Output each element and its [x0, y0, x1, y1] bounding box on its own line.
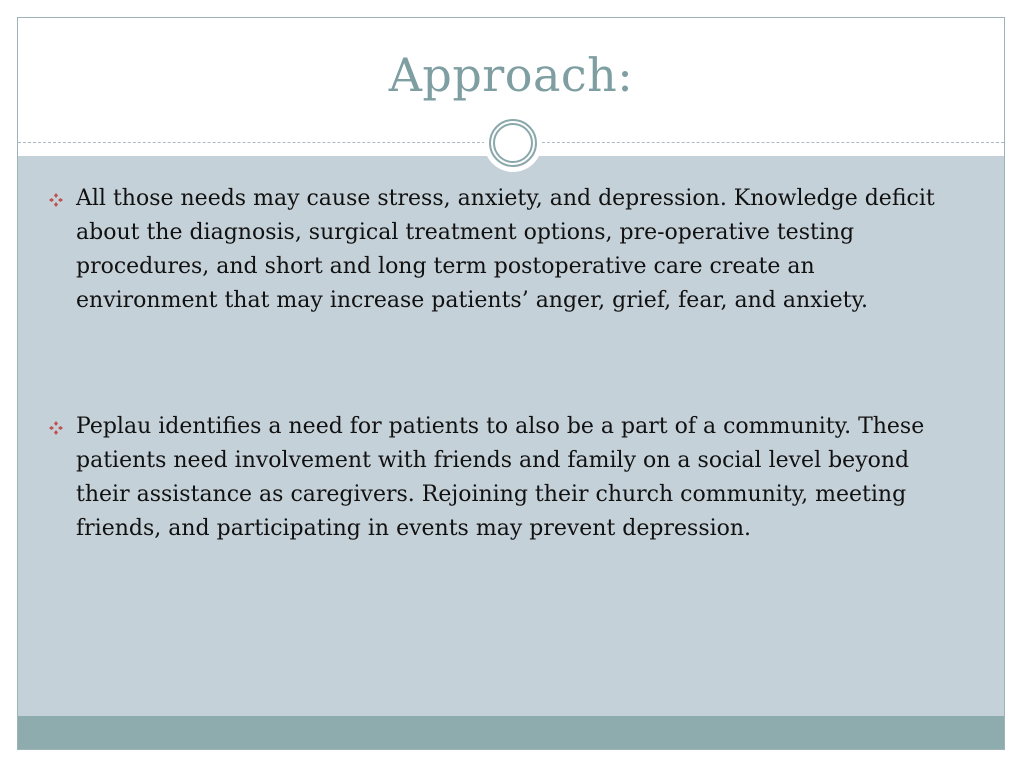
- bullet-list: [48, 182, 953, 546]
- double-circle-ornament-icon: [484, 114, 542, 172]
- bullet-item: [48, 410, 953, 546]
- bullet-text: All those needs may cause stress, anxiety, and depression. Knowledge deficit about the diagnosis, surgical treatment options, pre-operative testing procedures, and short and long term postoperative care create an environment that may increase patients’ anger, grief, fear, and anxiety.: [76, 186, 935, 313]
- slide: [17, 17, 1005, 750]
- four-diamond-bullet-icon: [48, 420, 64, 436]
- bullet-item: [48, 182, 953, 318]
- bottom-bar: [18, 716, 1004, 750]
- four-diamond-bullet-icon: [48, 192, 64, 208]
- ornament-ring: [489, 119, 537, 167]
- slide-title: Approach:: [388, 48, 634, 102]
- bullet-text: Peplau identifies a need for patients to also be a part of a community. These patients need involvement with friends and family on a social level beyond their assistance as caregivers. Rejoining their church community, meeting friends, and participating in events may prevent depression.: [76, 414, 925, 541]
